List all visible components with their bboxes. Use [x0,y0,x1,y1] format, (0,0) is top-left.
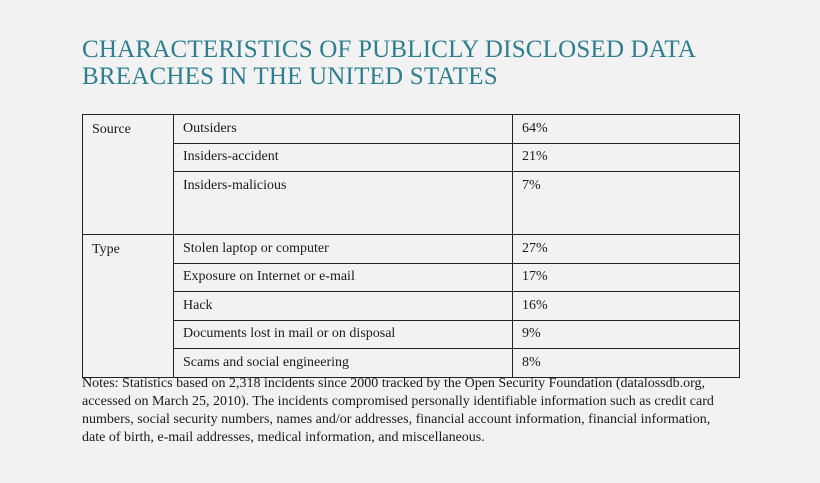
row-label: Outsiders [174,115,513,144]
row-label: Insiders-malicious [174,172,513,235]
notes-line: accessed on March 25, 2010). The incidents compromised personally identifiable information such as credit card [82,394,714,409]
row-value: 16% [513,292,740,321]
row-value: 64% [513,115,740,144]
row-label: Stolen laptop or computer [174,235,513,264]
table-row [83,235,740,264]
notes-line: Notes: Statistics based on 2,318 incidents since 2000 tracked by the Open Security Foundation (datalossdb.org, [82,376,706,391]
row-value: 21% [513,143,740,172]
row-value: 7% [513,172,740,235]
table-row [83,115,740,144]
row-label: Exposure on Internet or e-mail [174,263,513,292]
title-line-2: BREACHES IN THE UNITED STATES [82,63,498,90]
row-label: Scams and social engineering [174,349,513,378]
notes-line: date of birth, e-mail addresses, medical information, and miscellaneous. [82,430,485,445]
table-row [83,172,740,235]
row-value: 8% [513,349,740,378]
table-row [83,320,740,349]
breach-table [82,114,740,378]
group-label-type: Type [83,235,174,378]
table-notes [82,375,742,447]
table-row [83,263,740,292]
row-label: Documents lost in mail or on disposal [174,320,513,349]
group-label-source: Source [83,115,174,235]
page-title [82,36,762,90]
table-row [83,143,740,172]
row-value: 27% [513,235,740,264]
title-line-1: CHARACTERISTICS OF PUBLICLY DISCLOSED DATA [82,36,697,63]
row-value: 9% [513,320,740,349]
table-row [83,292,740,321]
row-value: 17% [513,263,740,292]
table-row [83,349,740,378]
row-label: Hack [174,292,513,321]
notes-line: numbers, social security numbers, names and/or addresses, financial account information, financial information, [82,412,711,427]
row-label: Insiders-accident [174,143,513,172]
